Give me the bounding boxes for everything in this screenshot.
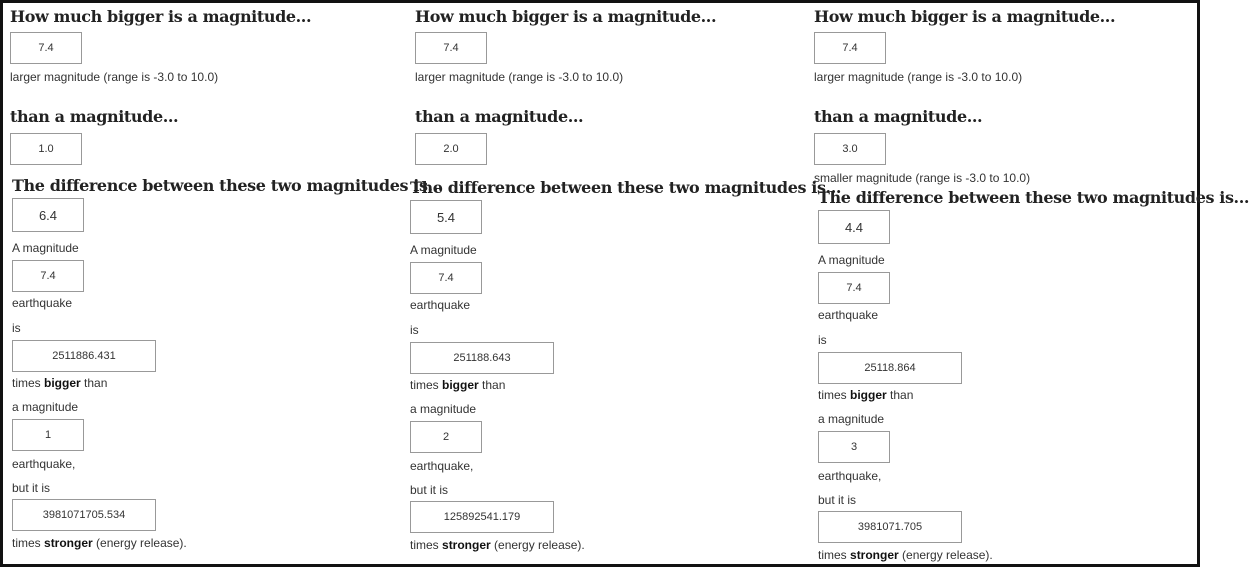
calculator-2 xyxy=(408,3,842,570)
heading-difference: The difference between these two magnitudes is... xyxy=(410,178,842,197)
larger-magnitude-input[interactable]: 7.4 xyxy=(10,32,82,64)
label-a-magnitude-lower: a magnitude xyxy=(410,402,477,416)
label-a-magnitude-lower: a magnitude xyxy=(818,412,885,426)
calculator-3 xyxy=(807,3,1249,570)
label-a-magnitude: A magnitude xyxy=(410,243,477,257)
times-stronger-output: 3981071705.534 xyxy=(12,499,156,531)
label-times-bigger-than: times bigger than xyxy=(410,378,506,392)
larger-magnitude-hint: larger magnitude (range is -3.0 to 10.0) xyxy=(415,70,624,84)
label-times-stronger: times stronger (energy release). xyxy=(818,548,993,562)
label-a-magnitude-lower: a magnitude xyxy=(12,400,79,414)
times-stronger-output: 125892541.179 xyxy=(410,501,554,533)
times-bigger-output: 25118.864 xyxy=(818,352,962,384)
calculator-1 xyxy=(3,3,444,570)
heading-than-a-magnitude: than a magnitude... xyxy=(10,107,179,126)
smaller-magnitude-input[interactable]: 2.0 xyxy=(415,133,487,165)
larger-magnitude-hint: larger magnitude (range is -3.0 to 10.0) xyxy=(814,70,1023,84)
label-but-it-is: but it is xyxy=(12,481,51,495)
heading-difference: The difference between these two magnitudes is... xyxy=(818,188,1249,207)
heading-how-much-bigger: How much bigger is a magnitude... xyxy=(10,7,312,26)
label-earthquake: earthquake xyxy=(818,308,879,322)
label-earthquake-comma: earthquake, xyxy=(12,457,76,471)
magnitude-a-output: 7.4 xyxy=(410,262,482,294)
times-bigger-output: 251188.643 xyxy=(410,342,554,374)
label-is: is xyxy=(12,321,21,335)
magnitude-b-output: 1 xyxy=(12,419,84,451)
difference-output: 5.4 xyxy=(410,200,482,234)
label-times-stronger: times stronger (energy release). xyxy=(12,536,187,550)
heading-how-much-bigger: How much bigger is a magnitude... xyxy=(415,7,717,26)
heading-difference: The difference between these two magnitudes is... xyxy=(12,176,444,195)
smaller-magnitude-hint: smaller magnitude (range is -3.0 to 10.0) xyxy=(814,171,1031,185)
magnitude-a-output: 7.4 xyxy=(818,272,890,304)
difference-output: 4.4 xyxy=(818,210,890,244)
smaller-magnitude-input[interactable]: 3.0 xyxy=(814,133,886,165)
magnitude-a-output: 7.4 xyxy=(12,260,84,292)
times-bigger-output: 2511886.431 xyxy=(12,340,156,372)
label-a-magnitude: A magnitude xyxy=(818,253,885,267)
magnitude-b-output: 2 xyxy=(410,421,482,453)
label-is: is xyxy=(818,333,827,347)
heading-how-much-bigger: How much bigger is a magnitude... xyxy=(814,7,1116,26)
label-is: is xyxy=(410,323,419,337)
difference-output: 6.4 xyxy=(12,198,84,232)
label-but-it-is: but it is xyxy=(410,483,449,497)
larger-magnitude-hint: larger magnitude (range is -3.0 to 10.0) xyxy=(10,70,219,84)
label-but-it-is: but it is xyxy=(818,493,857,507)
label-earthquake-comma: earthquake, xyxy=(410,459,474,473)
larger-magnitude-input[interactable]: 7.4 xyxy=(814,32,886,64)
label-times-bigger-than: times bigger than xyxy=(12,376,108,390)
heading-than-a-magnitude: than a magnitude... xyxy=(415,107,584,126)
times-stronger-output: 3981071.705 xyxy=(818,511,962,543)
label-earthquake: earthquake xyxy=(410,298,471,312)
label-earthquake-comma: earthquake, xyxy=(818,469,882,483)
label-times-stronger: times stronger (energy release). xyxy=(410,538,585,552)
label-times-bigger-than: times bigger than xyxy=(818,388,914,402)
smaller-magnitude-input[interactable]: 1.0 xyxy=(10,133,82,165)
larger-magnitude-input[interactable]: 7.4 xyxy=(415,32,487,64)
heading-than-a-magnitude: than a magnitude... xyxy=(814,107,983,126)
label-earthquake: earthquake xyxy=(12,296,73,310)
magnitude-b-output: 3 xyxy=(818,431,890,463)
label-a-magnitude: A magnitude xyxy=(12,241,79,255)
